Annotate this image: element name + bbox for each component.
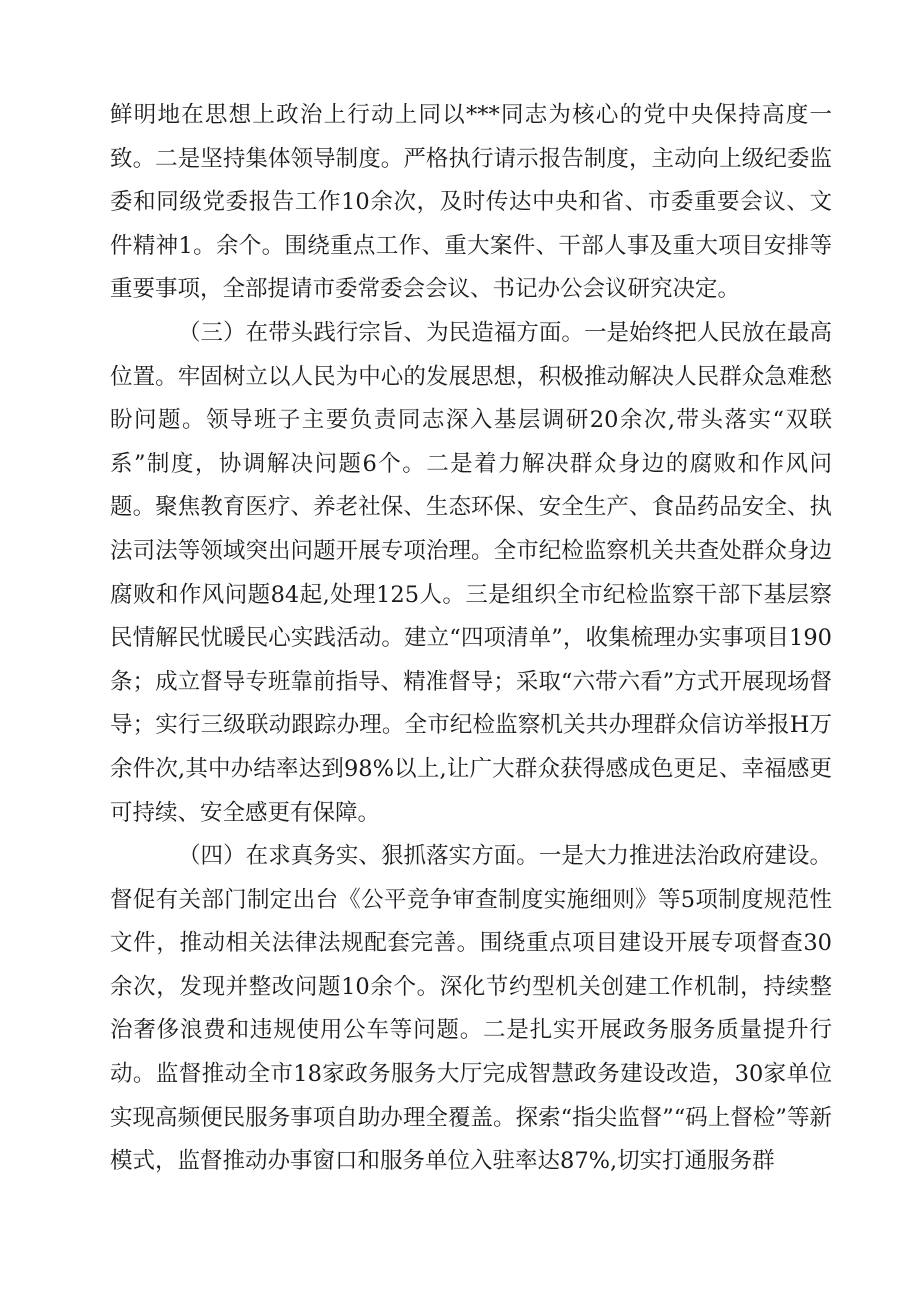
paragraph-section-four-implementation: （四）在求真务实、狠抓落实方面。一是大力推进法治政府建设。督促有关部门制定出台《公平竞争审查制度实施细则》等5项制度规范性文件，推动相关法律法规配套完善。围绕重点项目建设开展专项督查30余次，发现并整改问题10余个。深化节约型机关创建工作机制，持续整治奢侈浪费和违规使用公车等问题。二是扎实开展政务服务质量提升行动。监督推动全市18家政务服务大厅完成智慧政务建设改造，30家单位实现高频便民服务事项自助办理全覆盖。探索“指尖监督”“码上督检”等新模式，监督推动办事窗口和服务单位入驻率达87%,切实打通服务群 xyxy=(110,843,832,1175)
paragraph-section-three-serving-people: （三）在带头践行宗旨、为民造福方面。一是始终把人民放在最高位置。牢固树立以人民为中心的发展思想，积极推动解决人民群众急难愁盼问题。领导班子主要负责同志深入基层调研20余次,带头落实“双联系”制度，协调解决问题6个。二是着力解决群众身边的腐败和作风问题。聚焦教育医疗、养老社保、生态环保、安全生产、食品药品安全、执法司法等领域突出问题开展专项治理。全市纪检监察机关共查处群众身边腐败和作风问题84起,处理125人。三是组织全市纪检监察干部下基层察民情解民忧暖民心实践活动。建立“四项清单”，收集梳理办实事项目190条；成立督导专班靠前指导、精准督导；采取“六带六看”方式开展现场督导；实行三级联动跟踪办理。全市纪检监察机关共办理群众信访举报H万余件次,其中办结率达到98%以上,让广大群众获得感成色更足、幸福感更可持续、安全感更有保障。 xyxy=(110,319,832,826)
document-body xyxy=(110,94,832,1184)
paragraph-leadership-continuation: 鲜明地在思想上政治上行动上同以***同志为核心的党中央保持高度一致。二是坚持集体领导制度。严格执行请示报告制度，主动向上级纪委监委和同级党委报告工作10余次，及时传达中央和省、市委重要会议、文件精神1。余个。围绕重点工作、重大案件、干部人事及重大项目安排等重要事项，全部提请市委常委会会议、书记办公会议研究决定。 xyxy=(110,102,832,303)
